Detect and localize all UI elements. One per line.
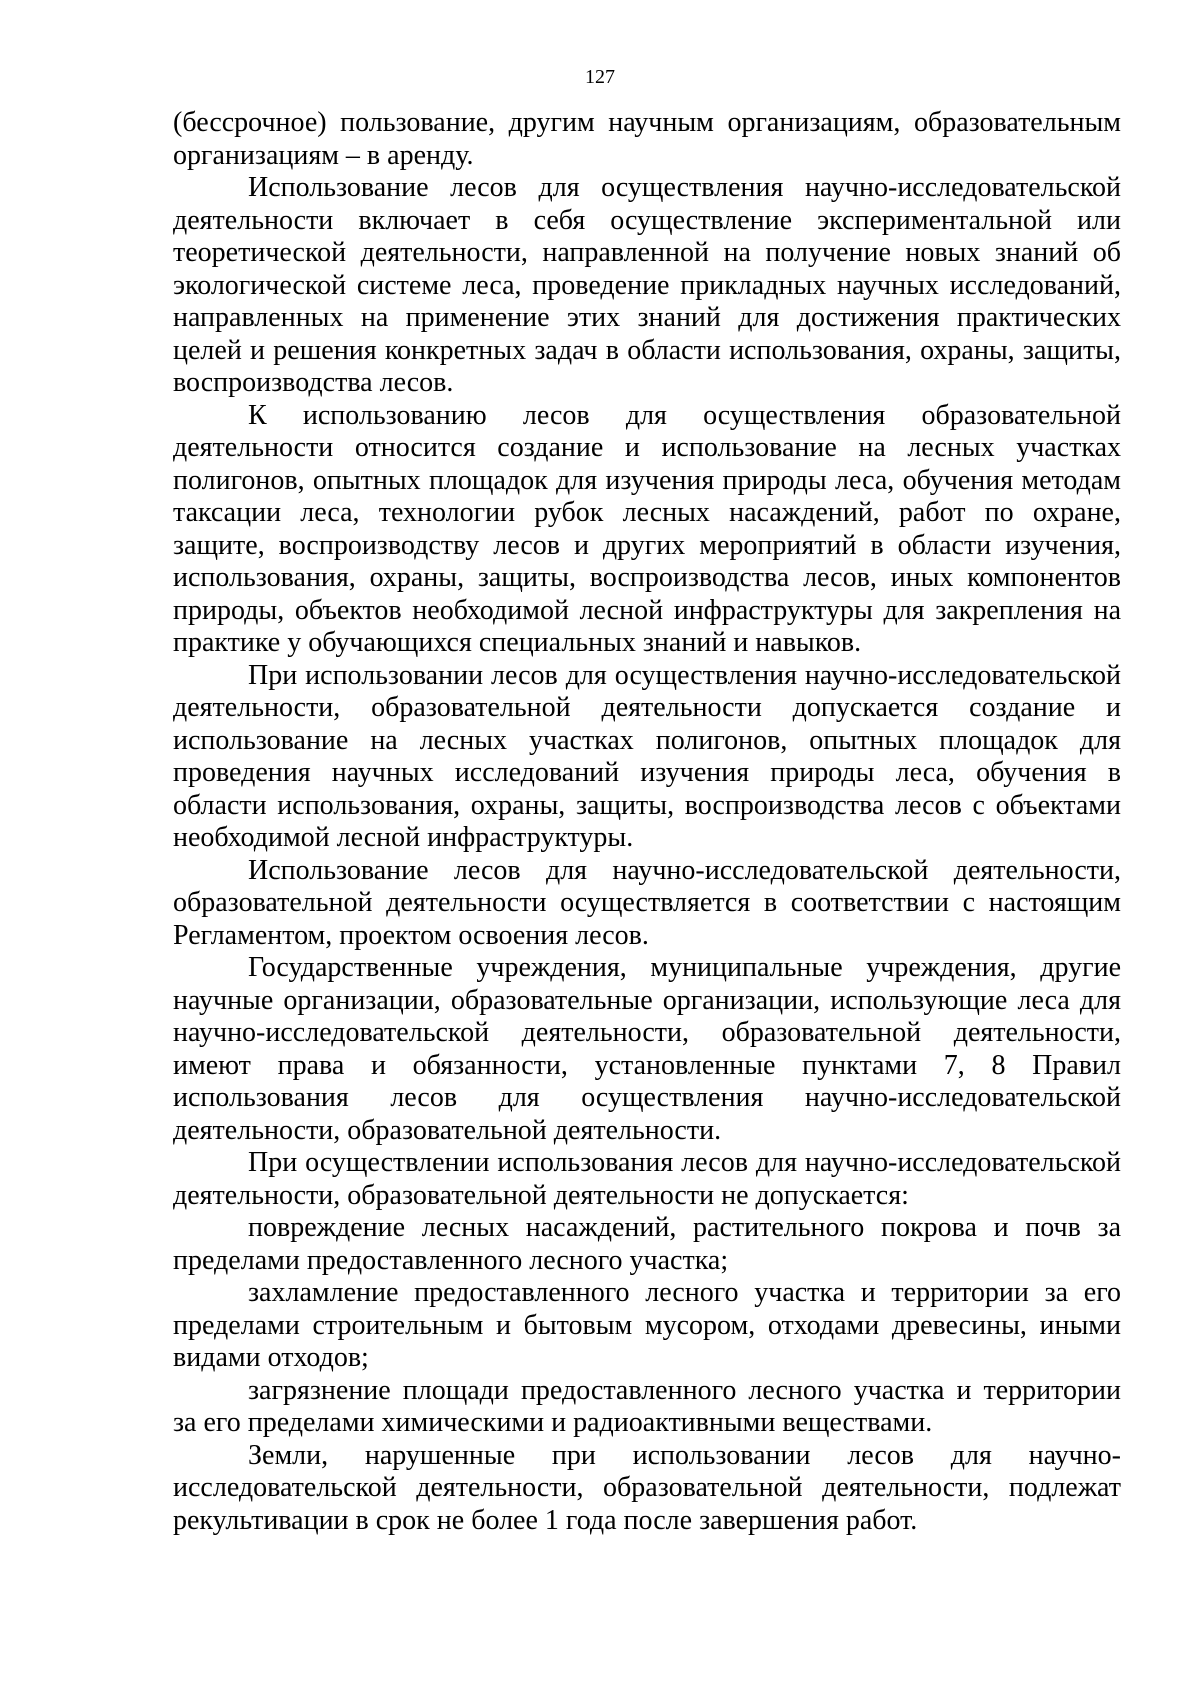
paragraph-permitted-creation: При использовании лесов для осуществления научно-исследовательской деятельности, образовательной деятельности допускается создание и использование на лесных участках полигонов, опытных площадок для проведения научных исследований изучения природы леса, обучения в области использования, охраны, защиты, воспроизводства лесов с объектами необходимой лесной инфраструктуры.	[173, 659, 1121, 853]
paragraph-prohibition-pollution: загрязнение площади предоставленного лесного участка и территории за его пределами химическими и радиоактивными веществами.	[173, 1374, 1121, 1438]
page-number: 127	[585, 66, 615, 88]
paragraph-prohibition-damage: повреждение лесных насаждений, растительного покрова и почв за пределами предоставленного лесного участка;	[173, 1212, 1121, 1276]
paragraph-regulation-basis: Использование лесов для научно-исследовательской деятельности, образовательной деятельности осуществляется в соответствии с настоящим Регламентом, проектом освоения лесов.	[173, 854, 1121, 951]
paragraph-prohibition-littering: захламление предоставленного лесного участка и территории за его пределами строительным и бытовым мусором, отходами древесины, иными видами отходов;	[173, 1277, 1121, 1373]
paragraph-rights-obligations: Государственные учреждения, муниципальные учреждения, другие научные организации, образовательные организации, использующие леса для научно-исследовательской деятельности, образовательной деятельности, имеют права и обязанности, установленные пунктами 7, 8 Правил использования лесов для осуществления научно-исследовательской деятельности, образовательной деятельности.	[173, 952, 1121, 1146]
document-body	[173, 107, 1121, 1537]
paragraph-prohibitions-intro: При осуществлении использования лесов для научно-исследовательской деятельности, образовательной деятельности не допускается:	[173, 1147, 1121, 1211]
paragraph-land-reclamation: Земли, нарушенные при использовании лесов для научно-исследовательской деятельности, образовательной деятельности, подлежат рекультивации в срок не более 1 года после завершения работ.	[173, 1439, 1121, 1536]
paragraph-continuation: (бессрочное) пользование, другим научным организациям, образовательным организациям – в аренду.	[173, 107, 1121, 171]
paragraph-research-activity: Использование лесов для осуществления научно-исследовательской деятельности включает в себя осуществление экспериментальной или теоретической деятельности, направленной на получение новых знаний об экологической системе леса, проведение прикладных научных исследований, направленных на применение этих знаний для достижения практических целей и решения конкретных задач в области использования, охраны, защиты, воспроизводства лесов.	[173, 172, 1121, 398]
paragraph-educational-activity: К использованию лесов для осуществления образовательной деятельности относится создание и использование на лесных участках полигонов, опытных площадок для изучения природы леса, обучения методам таксации леса, технологии рубок лесных насаждений, работ по охране, защите, воспроизводству лесов и других мероприятий в области изучения, использования, охраны, защиты, воспроизводства лесов, иных компонентов природы, объектов необходимой лесной инфраструктуры для закрепления на практике у обучающихся специальных знаний и навыков.	[173, 399, 1121, 658]
